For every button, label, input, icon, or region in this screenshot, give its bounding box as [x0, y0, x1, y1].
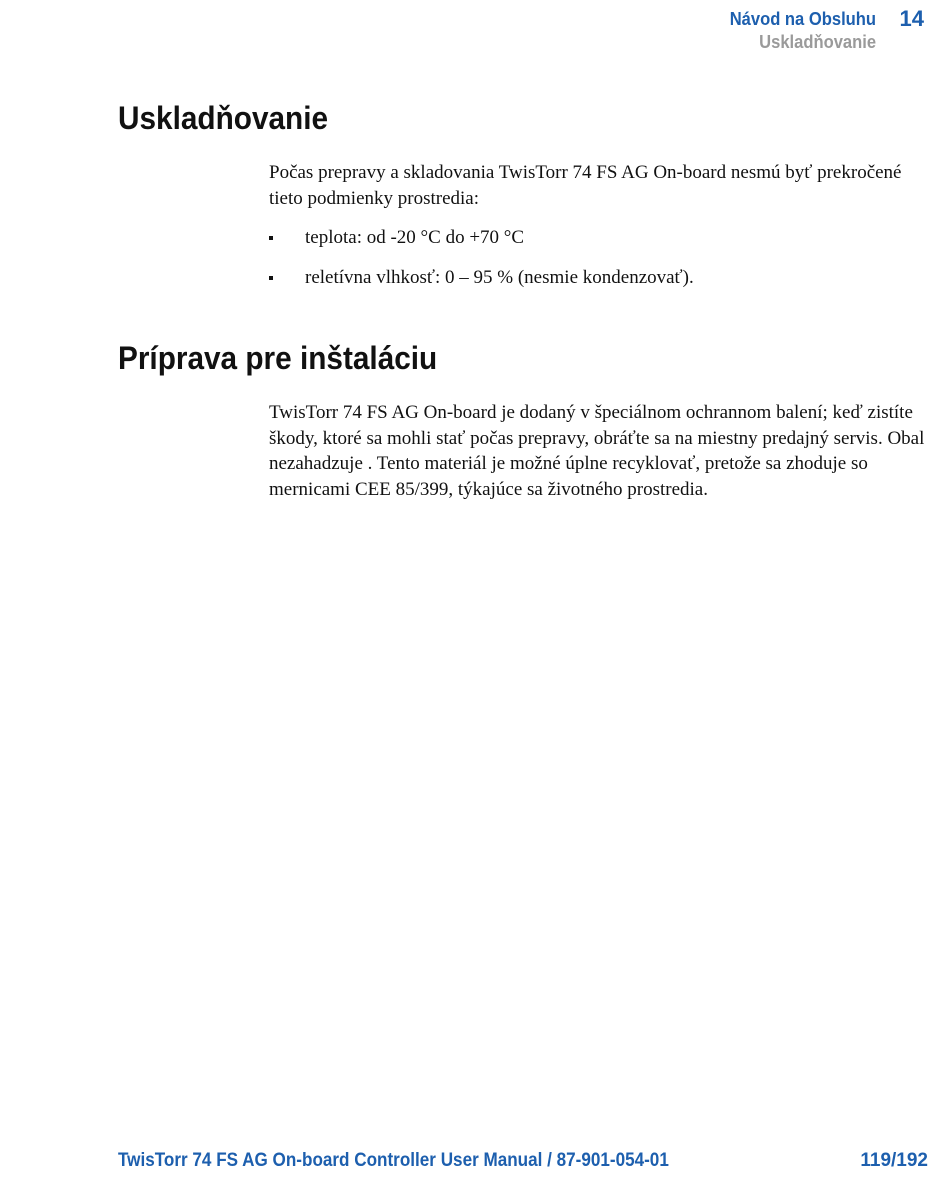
page-header [524, 6, 924, 56]
footer-page-count: 119/192 [860, 1150, 928, 1171]
list-item-text: teplota: od -20 °C do +70 °C [305, 227, 525, 248]
section-heading-installation-prep: Príprava pre inštaláciu [118, 340, 438, 376]
list-item [269, 225, 929, 251]
page-footer [118, 1150, 928, 1176]
bullet-square-icon [269, 276, 273, 280]
list-item [269, 265, 929, 291]
installation-paragraph: TwisTorr 74 FS AG On-board je dodaný v špeciálnom ochrannom balení; keď zistíte škody, ktoré sa mohli stať počas prepravy, obráťte sa na miestny predajný servis. Obal nezahadzuje . Tento materiál je možné úplne recyklovať, pretože sa zhoduje so mernicami CEE 85/399, týkajúce sa životného prostredia. [269, 402, 925, 500]
storage-paragraph: Počas prepravy a skladovania TwisTorr 74 FS AG On-board nesmú byť prekročené tieto podmienky prostredia: [269, 162, 902, 209]
footer-manual-title: TwisTorr 74 FS AG On-board Controller User Manual / 87-901-054-01 [118, 1150, 669, 1171]
header-subtitle: Uskladňovanie [759, 32, 876, 52]
header-page-number: 14 [899, 6, 924, 31]
header-title: Návod na Obsluhu [729, 9, 876, 29]
section-heading-storage: Uskladňovanie [118, 100, 329, 136]
storage-conditions-list [269, 225, 929, 290]
section-body-installation-prep [269, 400, 929, 502]
list-item-text: reletívna vlhkosť: 0 – 95 % (nesmie kondenzovať). [305, 266, 694, 288]
section-body-storage [269, 160, 929, 304]
bullet-square-icon [269, 236, 273, 240]
